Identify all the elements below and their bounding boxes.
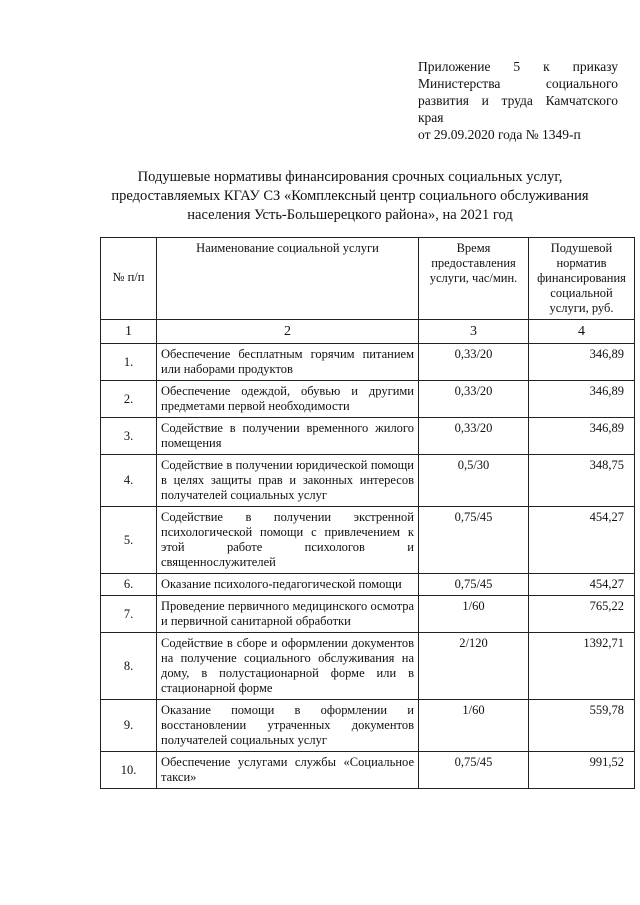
header-number: № п/п — [101, 238, 157, 320]
column-number: 1 — [101, 320, 157, 344]
row-number: 8. — [101, 633, 157, 700]
table-row — [101, 596, 635, 633]
row-cost: 454,27 — [529, 507, 635, 574]
table-header-row — [101, 238, 635, 320]
row-cost: 346,89 — [529, 381, 635, 418]
row-cost: 346,89 — [529, 344, 635, 381]
row-service-name: Содействие в сборе и оформлении документов на получение социального обслуживания на дому, в полустационарной форме или в стационарной форме — [157, 633, 419, 700]
row-time: 0,33/20 — [419, 344, 529, 381]
row-service-name: Проведение первичного медицинского осмотра и первичной санитарной обработки — [157, 596, 419, 633]
column-number: 3 — [419, 320, 529, 344]
row-time: 0,75/45 — [419, 574, 529, 596]
row-number: 3. — [101, 418, 157, 455]
title-line: Подушевые нормативы финансирования срочных социальных услуг, — [137, 169, 563, 185]
column-number: 4 — [529, 320, 635, 344]
document-title — [100, 168, 600, 225]
row-number: 1. — [101, 344, 157, 381]
row-number: 4. — [101, 455, 157, 507]
appendix-line: от 29.09.2020 года № 1349-п — [418, 127, 581, 142]
row-service-name: Содействие в получении временного жилого помещения — [157, 418, 419, 455]
row-cost: 348,75 — [529, 455, 635, 507]
row-service-name: Обеспечение бесплатным горячим питанием или наборами продуктов — [157, 344, 419, 381]
appendix-line: Приложение 5 к приказу — [418, 59, 618, 74]
row-time: 0,5/30 — [419, 455, 529, 507]
row-cost: 1392,71 — [529, 633, 635, 700]
row-time: 2/120 — [419, 633, 529, 700]
table-row — [101, 418, 635, 455]
row-time: 0,33/20 — [419, 418, 529, 455]
row-time: 0,33/20 — [419, 381, 529, 418]
services-table — [100, 237, 635, 789]
table-row — [101, 507, 635, 574]
title-line: населения Усть-Большерецкого района», на 2021 год — [187, 207, 513, 223]
row-service-name: Оказание помощи в оформлении и восстановлении утраченных документов получателей социальных услуг — [157, 700, 419, 752]
row-service-name: Обеспечение услугами службы «Социальное такси» — [157, 752, 419, 789]
row-time: 1/60 — [419, 700, 529, 752]
row-service-name: Оказание психолого-педагогической помощи — [157, 574, 419, 596]
row-service-name: Обеспечение одеждой, обувью и другими предметами первой необходимости — [157, 381, 419, 418]
header-service-name: Наименование социальной услуги — [157, 238, 419, 320]
row-number: 10. — [101, 752, 157, 789]
row-number: 9. — [101, 700, 157, 752]
table-row — [101, 633, 635, 700]
row-cost: 346,89 — [529, 418, 635, 455]
row-time: 0,75/45 — [419, 752, 529, 789]
table-row — [101, 574, 635, 596]
row-time: 1/60 — [419, 596, 529, 633]
row-time: 0,75/45 — [419, 507, 529, 574]
row-cost: 991,52 — [529, 752, 635, 789]
header-time: Время предоставления услуги, час/мин. — [419, 238, 529, 320]
row-service-name: Содействие в получении юридической помощи в целях защиты прав и законных интересов получателей социальных услуг — [157, 455, 419, 507]
row-number: 7. — [101, 596, 157, 633]
column-numbers-row — [101, 320, 635, 344]
row-cost: 454,27 — [529, 574, 635, 596]
row-cost: 559,78 — [529, 700, 635, 752]
row-service-name: Содействие в получении экстренной психологической помощи с привлечением к этой работе психологов и священнослужителей — [157, 507, 419, 574]
title-line: предоставляемых КГАУ СЗ «Комплексный центр социального обслуживания — [111, 188, 589, 204]
table-row — [101, 344, 635, 381]
table-row — [101, 455, 635, 507]
appendix-line: развития и труда Камчатского — [418, 93, 618, 108]
row-number: 5. — [101, 507, 157, 574]
table-row — [101, 700, 635, 752]
row-cost: 765,22 — [529, 596, 635, 633]
appendix-line: края — [418, 110, 444, 125]
appendix-line: Министерства социального — [418, 76, 618, 91]
header-cost: Подушевой норматив финансирования социальной услуги, руб. — [529, 238, 635, 320]
table-row — [101, 381, 635, 418]
column-number: 2 — [157, 320, 419, 344]
appendix-note — [418, 58, 618, 143]
table-row — [101, 752, 635, 789]
row-number: 2. — [101, 381, 157, 418]
row-number: 6. — [101, 574, 157, 596]
